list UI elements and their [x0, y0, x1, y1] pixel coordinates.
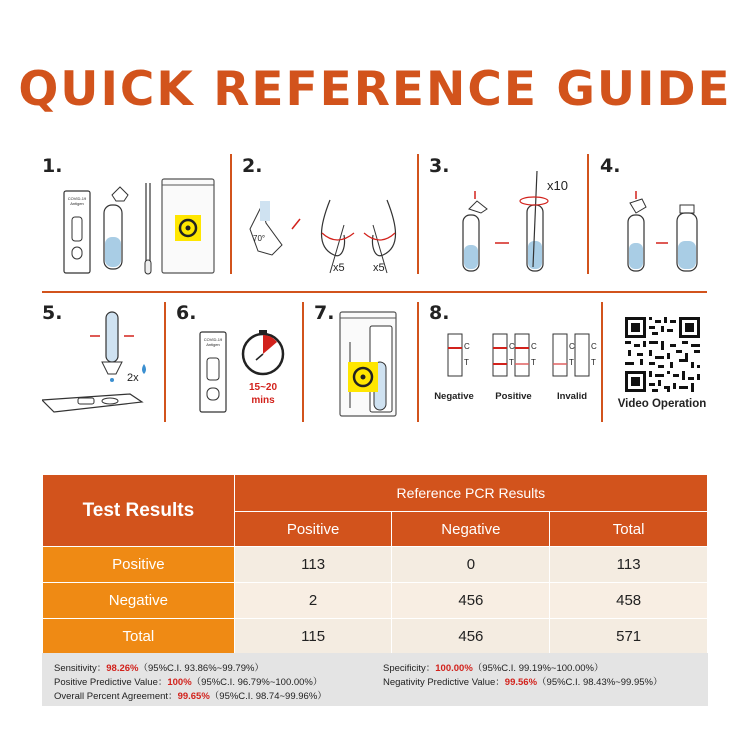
add-drops-illustration	[42, 302, 162, 427]
stat-ci: （95%C.I. 99.19%~100.00%）	[472, 663, 604, 674]
video-operation-label: Video Operation	[617, 398, 707, 410]
stat-label: Specificity：	[383, 663, 436, 674]
rotation-count-left: x5	[333, 262, 345, 274]
table-cell: 113	[550, 547, 708, 583]
results-table	[42, 474, 708, 655]
step-1	[42, 155, 227, 280]
step-number: 5.	[42, 302, 63, 324]
ppv-stat	[54, 674, 322, 688]
divider	[230, 154, 232, 274]
table-cell: 2	[234, 583, 392, 619]
step-7	[314, 302, 414, 427]
step-8	[429, 302, 599, 427]
rotation-count: x10	[547, 178, 568, 193]
column-header-positive: Positive	[234, 512, 392, 547]
control-line-label: C	[509, 342, 515, 351]
sensitivity-stat	[54, 660, 264, 674]
table-header-reference-pcr: Reference PCR Results	[234, 475, 707, 512]
control-line-label: C	[569, 342, 575, 351]
table-header-test-results: Test Results	[43, 475, 235, 547]
step-number: 6.	[176, 302, 197, 324]
qr-code[interactable]	[625, 317, 700, 392]
divider	[417, 302, 419, 422]
step-number: 3.	[429, 155, 450, 177]
step-number: 7.	[314, 302, 335, 324]
stat-value: 100.00%	[435, 663, 473, 674]
divider	[42, 291, 707, 293]
control-line-label: C	[591, 342, 597, 351]
test-line-label: T	[569, 358, 574, 367]
step-number: 2.	[242, 155, 263, 177]
step-number: 1.	[42, 155, 63, 177]
stat-ci: （95%C.I. 93.86%~99.79%）	[138, 663, 264, 674]
table-row	[43, 619, 708, 655]
test-line-label: T	[464, 358, 469, 367]
step-3	[429, 155, 579, 280]
stat-ci: （95%C.I. 98.43%~99.95%）	[537, 677, 663, 688]
stat-label: Overall Percent Agreement：	[54, 691, 178, 702]
stat-value: 98.26%	[106, 663, 139, 674]
test-line-label: T	[591, 358, 596, 367]
divider	[302, 302, 304, 422]
column-header-negative: Negative	[392, 512, 550, 547]
stat-value: 100%	[167, 677, 192, 688]
cassette-label: COVID-19 Antigen	[203, 337, 223, 347]
wait-timer-illustration	[176, 302, 296, 427]
remove-swab-illustration	[600, 155, 710, 280]
divider	[601, 302, 603, 422]
stat-label: Sensitivity：	[54, 663, 107, 674]
table-cell: 115	[234, 619, 392, 655]
step-number: 4.	[600, 155, 621, 177]
npv-stat	[383, 674, 662, 688]
table-cell: 571	[550, 619, 708, 655]
table-cell: 0	[392, 547, 550, 583]
test-line-label: T	[531, 358, 536, 367]
table-cell: 113	[234, 547, 392, 583]
divider	[164, 302, 166, 422]
stat-ci: （95%C.I. 98.74~99.96%）	[209, 691, 327, 702]
drop-count: 2x	[127, 372, 139, 384]
table-row	[43, 583, 708, 619]
nasal-swab-illustration	[242, 155, 412, 280]
disposal-illustration	[314, 302, 414, 427]
table-row	[43, 547, 708, 583]
stat-label: Positive Predictive Value：	[54, 677, 168, 688]
divider	[587, 154, 589, 274]
page-title: QUICK REFERENCE GUIDE	[18, 62, 732, 117]
step-2	[242, 155, 412, 280]
control-line-label: C	[531, 342, 537, 351]
divider	[417, 154, 419, 274]
column-header-total: Total	[550, 512, 708, 547]
rotation-count-right: x5	[373, 262, 385, 274]
specificity-stat	[383, 660, 604, 674]
row-label-negative: Negative	[43, 583, 235, 619]
table-cell: 456	[392, 619, 550, 655]
test-line-label: T	[509, 358, 514, 367]
step-4	[600, 155, 710, 280]
timer-unit: mins	[251, 395, 275, 406]
angle-label: 70°	[253, 234, 266, 243]
stat-label: Negativity Predictive Value：	[383, 677, 505, 688]
invalid-label: Invalid	[556, 391, 588, 402]
mix-sample-illustration	[429, 155, 579, 280]
kit-contents-illustration	[42, 155, 227, 280]
negative-label: Negative	[434, 391, 474, 402]
step-number: 8.	[429, 302, 450, 324]
row-label-positive: Positive	[43, 547, 235, 583]
stat-value: 99.65%	[177, 691, 210, 702]
stat-ci: （95%C.I. 96.79%~100.00%）	[191, 677, 323, 688]
cassette-label: COVID-19 Antigen	[67, 196, 87, 206]
step-6	[176, 302, 296, 427]
stat-value: 99.56%	[504, 677, 538, 688]
opa-stat	[54, 688, 327, 702]
positive-label: Positive	[495, 391, 532, 402]
row-label-total: Total	[43, 619, 235, 655]
step-5	[42, 302, 162, 427]
table-cell: 458	[550, 583, 708, 619]
control-line-label: C	[464, 342, 470, 351]
timer-value: 15~20	[248, 382, 278, 393]
table-cell: 456	[392, 583, 550, 619]
statistics-panel	[42, 653, 708, 706]
